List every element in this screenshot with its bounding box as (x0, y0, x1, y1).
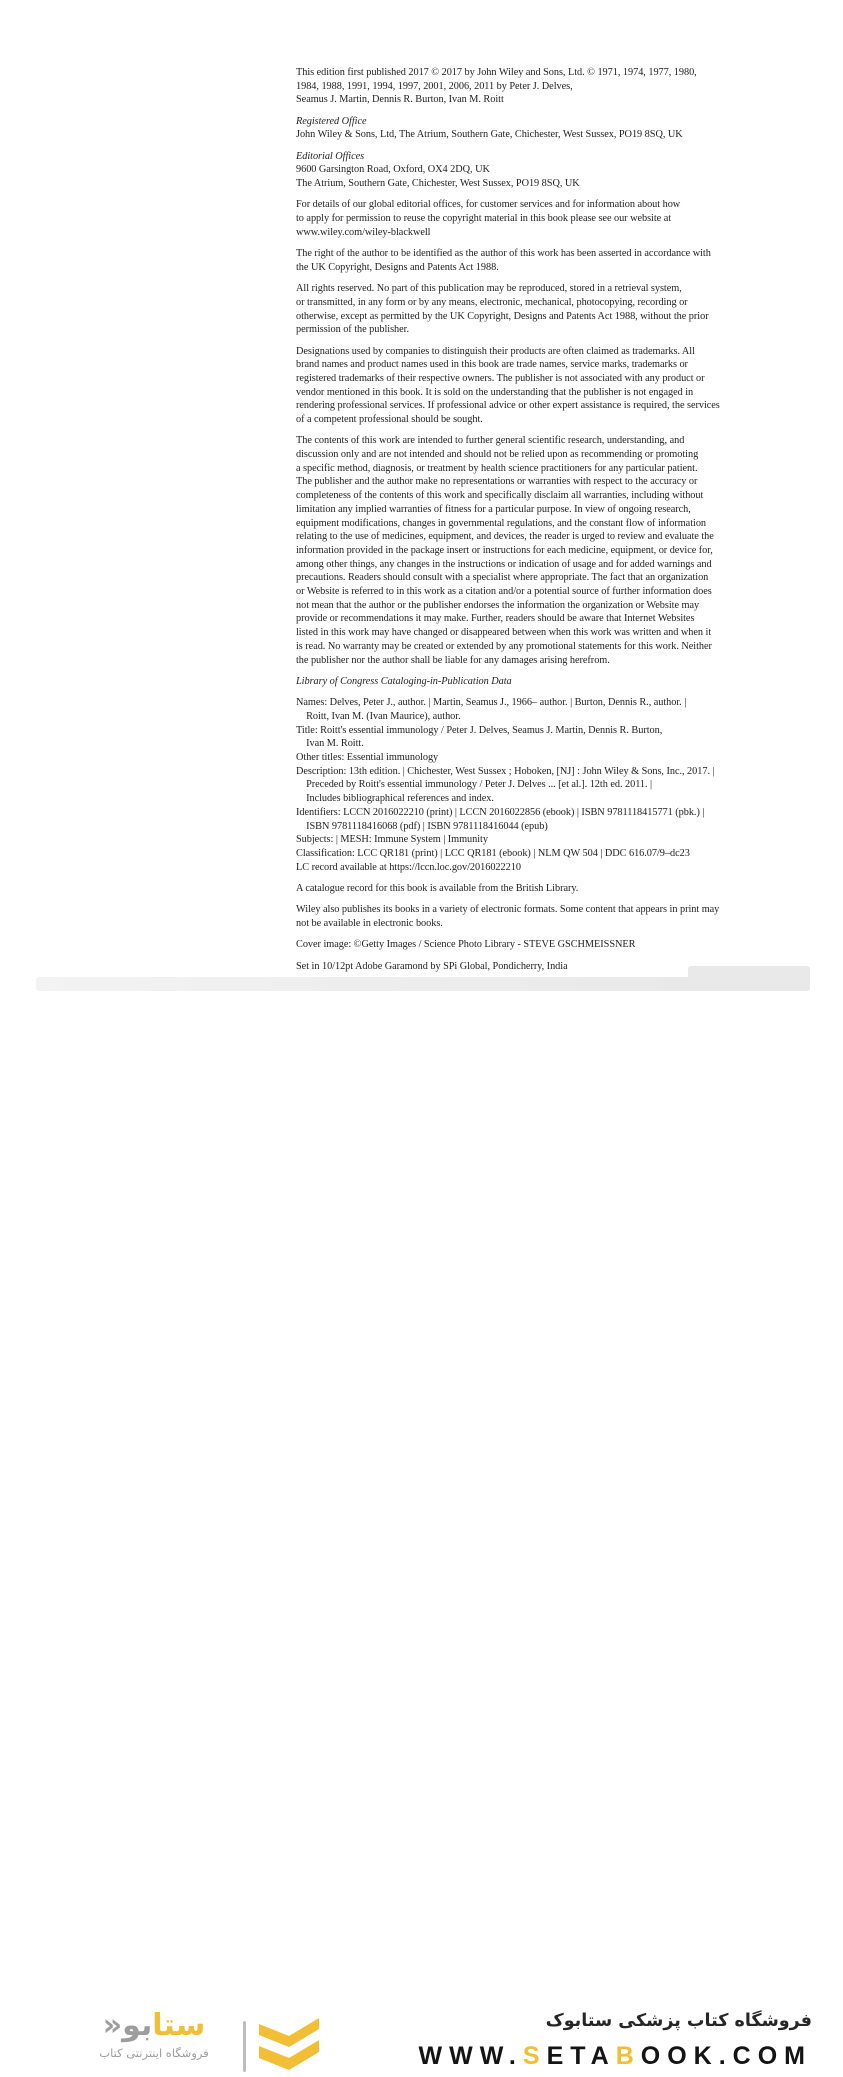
text-line: of a competent professional should be sought. (296, 414, 483, 426)
text-line: discussion only and are not intended and should not be relied upon as recommending or promoting (296, 449, 699, 461)
text-line: a specific method, diagnosis, or treatment by health science practitioners for any particular patient. (296, 462, 698, 474)
paragraph (296, 345, 756, 427)
text-line: brand names and product names used in this book are trade names, service marks, trademarks or (296, 359, 688, 371)
text-line: not mean that the author or the publisher endorses the information the organization or Website may (296, 599, 700, 611)
text-line: Set in 10/12pt Adobe Garamond by SPi Global, Pondicherry, India (296, 960, 568, 972)
text-line: relating to the use of medicines, equipment, and devices, the reader is urged to review and evaluate the (296, 531, 714, 543)
footer-divider (243, 2021, 246, 2072)
text-line: The Atrium, Southern Gate, Chichester, West Sussex, PO19 8SQ, UK (296, 178, 580, 190)
paragraph (296, 66, 756, 107)
text-line: Designations used by companies to distinguish their products are often claimed as trademarks. All (296, 345, 695, 357)
text-line: vendor mentioned in this book. It is sold on the understanding that the publisher is not engaged in (296, 386, 694, 398)
paragraph (296, 938, 756, 952)
paragraph (296, 696, 756, 874)
text-line: This edition first published 2017 © 2017 by John Wiley and Sons, Ltd. © 1971, 1974, 1977, 1980, (296, 67, 697, 78)
wordmark-part-gray: بو (122, 2008, 153, 2043)
text-line: 1984, 1988, 1991, 1994, 1997, 2001, 2006, 2011 by Peter J. Delves, (296, 80, 573, 92)
text-line: Identifiers: LCCN 2016022210 (print) | LCCN 2016022856 (ebook) | ISBN 9781118415771 (pbk.) | (296, 806, 705, 818)
paragraph (296, 198, 756, 239)
url-segment: ETA (546, 2042, 616, 2070)
website-url (419, 2040, 812, 2072)
text-line: limitation any implied warranties of fitness for a particular purpose. In view of ongoing research, (296, 503, 691, 515)
setabook-wordmark (66, 2008, 242, 2044)
paragraph (296, 903, 756, 930)
text-line: or transmitted, in any form or by any means, electronic, mechanical, photocopying, recording or (296, 296, 688, 308)
text-line: not be available in electronic books. (296, 917, 443, 929)
text-line: precautions. Readers should consult with a specialist where appropriate. The fact that an organization (296, 572, 709, 584)
text-line: ISBN 9781118416068 (pdf) | ISBN 9781118416044 (epub) (296, 820, 548, 832)
text-line: equipment modifications, changes in governmental regulations, and the constant flow of information (296, 517, 707, 529)
text-line: The right of the author to be identified as the author of this work has been asserted in accordance with (296, 248, 711, 260)
footer-right-block (419, 2006, 812, 2072)
text-line: The contents of this work are intended to further general scientific research, understanding, and (296, 435, 685, 447)
text-line: Preceded by Roitt's essential immunology / Peter J. Delves ... [et al.]. 12th ed. 2011. | (296, 779, 653, 791)
text-line: 9600 Garsington Road, Oxford, OX4 2DQ, UK (296, 164, 490, 176)
url-segment: WWW. (418, 2042, 523, 2070)
text-line: rendering professional services. If professional advice or other expert assistance is required, the services (296, 400, 720, 412)
paragraph (296, 247, 756, 274)
text-line: Description: 13th edition. | Chichester, West Sussex ; Hoboken, [NJ] : John Wiley & Sons, Inc., 2017. | (296, 765, 715, 777)
text-line: the publisher nor the author shall be liable for any damages arising herefrom. (296, 654, 610, 666)
setabook-logo (66, 2008, 242, 2060)
page-bottom-shadow-right (688, 966, 810, 991)
text-line: information provided in the package insert or instructions for each medicine, equipment, or device for, (296, 544, 713, 556)
text-line: Wiley also publishes its books in a variety of electronic formats. Some content that appears in print may (296, 904, 720, 916)
setabook-watermark-footer (0, 1000, 843, 2070)
text-line: among other things, any changes in the instructions or indication of usage and for added warnings and (296, 558, 712, 570)
text-line: The publisher and the author make no representations or warranties with respect to the accuracy or (296, 476, 698, 488)
text-line: Title: Roitt's essential immunology / Peter J. Delves, Seamus J. Martin, Dennis R. Burton, (296, 724, 663, 736)
paragraph (296, 960, 756, 974)
chevron-left-icon: « (102, 2008, 123, 2043)
url-segment: OOK.COM (640, 2042, 812, 2070)
wordmark-part-yellow: ستا (152, 2008, 206, 2043)
text-line: Seamus J. Martin, Dennis R. Burton, Ivan M. Roitt (296, 94, 504, 106)
setabook-chevron-icon (256, 2013, 322, 2077)
text-line: Includes bibliographical references and index. (296, 793, 494, 805)
text-line: completeness of the contents of this work and specifically disclaim all warranties, including without (296, 490, 704, 502)
text-line: John Wiley & Sons, Ltd, The Atrium, Southern Gate, Chichester, West Sussex, PO19 8SQ, UK (296, 129, 683, 141)
store-name-fa: فروشگاه کتاب پزشکی ستابوک (545, 2011, 812, 2031)
text-line: or Website is referred to in this work as a citation and/or a potential source of further information does (296, 586, 712, 598)
paragraph (296, 882, 756, 896)
text-line: Ivan M. Roitt. (296, 738, 364, 750)
text-line: Classification: LCC QR181 (print) | LCC QR181 (ebook) | NLM QW 504 | DDC 616.07/9–dc23 (296, 847, 690, 859)
text-line: permission of the publisher. (296, 324, 409, 336)
text-line: www.wiley.com/wiley-blackwell (296, 226, 431, 238)
paragraph (296, 675, 756, 689)
text-line: Library of Congress Cataloging-in-Publication Data (296, 675, 512, 687)
text-line: otherwise, except as permitted by the UK Copyright, Designs and Patents Act 1988, without the prior (296, 310, 709, 322)
text-line: is read. No warranty may be created or extended by any promotional statements for this work. Neither (296, 640, 712, 652)
text-line: the UK Copyright, Designs and Patents Act 1988. (296, 261, 499, 273)
text-line: Registered Office (296, 115, 367, 127)
text-line: Roitt, Ivan M. (Ivan Maurice), author. (296, 710, 461, 722)
copyright-page-text (296, 66, 756, 981)
text-line: A catalogue record for this book is available from the British Library. (296, 882, 579, 894)
text-line: All rights reserved. No part of this publication may be reproduced, stored in a retrieval system, (296, 283, 682, 295)
setabook-tagline: فروشگاه اینترنتی کتاب (99, 2046, 209, 2060)
text-line: LC record available at https://lccn.loc.gov/2016022210 (296, 861, 521, 873)
text-line: Names: Delves, Peter J., author. | Martin, Seamus J., 1966– author. | Burton, Dennis R., author. | (296, 697, 687, 709)
paragraph (296, 115, 756, 142)
text-line: For details of our global editorial offices, for customer services and for information about how (296, 199, 681, 211)
text-line: Editorial Offices (296, 150, 365, 162)
text-line: Subjects: | MESH: Immune System | Immunity (296, 834, 488, 846)
url-segment: B (615, 2042, 641, 2070)
paragraph (296, 434, 756, 667)
url-segment: S (522, 2042, 547, 2070)
text-line: provide or recommendations it may make. Further, readers should be aware that Internet Websites (296, 613, 695, 625)
text-line: Cover image: ©Getty Images / Science Photo Library - STEVE GSCHMEISSNER (296, 939, 636, 951)
text-line: registered trademarks of their respective owners. The publisher is not associated with any product or (296, 372, 705, 384)
text-line: listed in this work may have changed or disappeared between when this work was written and when it (296, 627, 712, 639)
text-line: to apply for permission to reuse the copyright material in this book please see our website at (296, 213, 672, 225)
text-line: Other titles: Essential immunology (296, 751, 439, 763)
paragraph (296, 282, 756, 337)
paragraph (296, 150, 756, 191)
